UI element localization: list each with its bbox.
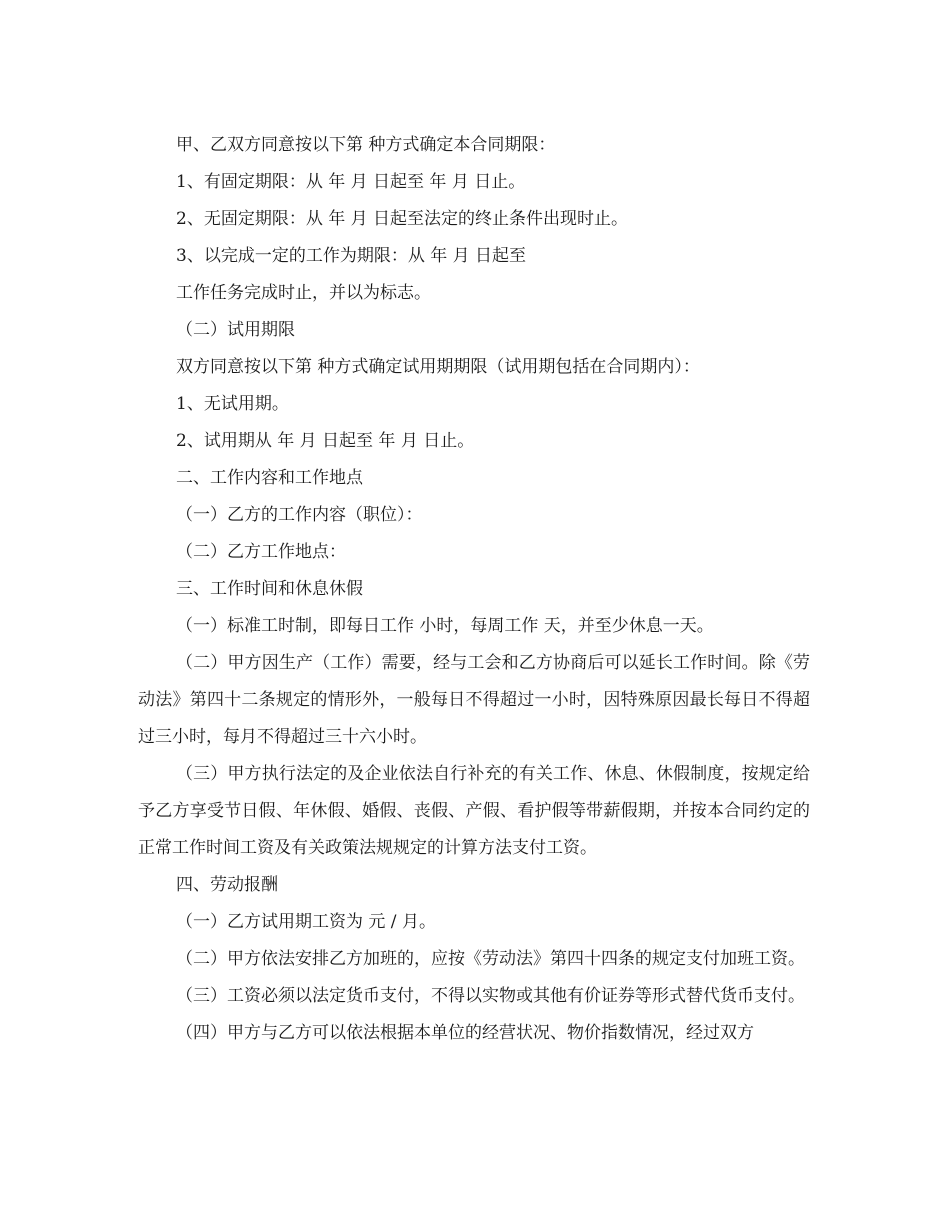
paragraph-open-term: 2、无固定期限：从 年 月 日起至法定的终止条件出现时止。 xyxy=(176,209,629,229)
paragraph-no-probation: 1、无试用期。 xyxy=(176,394,289,414)
paragraph-fixed-term: 1、有固定期限：从 年 月 日起至 年 月 日止。 xyxy=(176,172,526,192)
paragraph-overtime-extension: （二）甲方因生产（工作）需要，经与工会和乙方协商后可以延长工作时间。除《劳动法》第四十二条规定的情形外，一般每日不得超过一小时，因特殊原因最长每日不得超过三小时，每月不得超过三十六小时。 xyxy=(138,653,810,747)
document-body xyxy=(138,127,810,1052)
paragraph-work-location: （二）乙方工作地点： xyxy=(176,542,346,562)
paragraph-work-content: （一）乙方的工作内容（职位）： xyxy=(176,505,423,525)
paragraph-wage-currency: （三）工资必须以法定货币支付，不得以实物或其他有价证券等形式替代货币支付。 xyxy=(176,986,805,1006)
paragraph-task-completion: 工作任务完成时止，并以为标志。 xyxy=(176,283,431,303)
paragraph-contract-term-intro: 甲、乙双方同意按以下第 种方式确定本合同期限： xyxy=(176,135,556,155)
paragraph-standard-hours: （一）标准工时制，即每日工作 小时，每周工作 天，并至少休息一天。 xyxy=(176,616,714,636)
paragraph-probation-dates: 2、试用期从 年 月 日起至 年 月 日止。 xyxy=(176,431,475,451)
heading-working-hours-leave: 三、工作时间和休息休假 xyxy=(176,579,363,599)
paragraph-wage-adjustment: （四）甲方与乙方可以依法根据本单位的经营状况、物价指数情况，经过双方 xyxy=(176,1023,754,1043)
paragraph-leave-policy: （三）甲方执行法定的及企业依法自行补充的有关工作、休息、休假制度，按规定给予乙方享受节日假、年休假、婚假、丧假、产假、看护假等带薪假期，并按本合同约定的正常工作时间工资及有关政策法规规定的计算方法支付工资。 xyxy=(138,764,810,858)
paragraph-probation-intro: 双方同意按以下第 种方式确定试用期期限（试用期包括在合同期内）： xyxy=(176,357,700,377)
heading-work-content-location: 二、工作内容和工作地点 xyxy=(176,468,363,488)
paragraph-probation-wage: （一）乙方试用期工资为 元 / 月。 xyxy=(176,912,436,932)
paragraph-task-term: 3、以完成一定的工作为期限：从 年 月 日起至 xyxy=(176,246,527,266)
paragraph-overtime-pay: （二）甲方依法安排乙方加班的，应按《劳动法》第四十四条的规定支付加班工资。 xyxy=(176,949,805,969)
heading-remuneration: 四、劳动报酬 xyxy=(176,875,278,895)
heading-probation-period: （二）试用期限 xyxy=(176,320,295,340)
